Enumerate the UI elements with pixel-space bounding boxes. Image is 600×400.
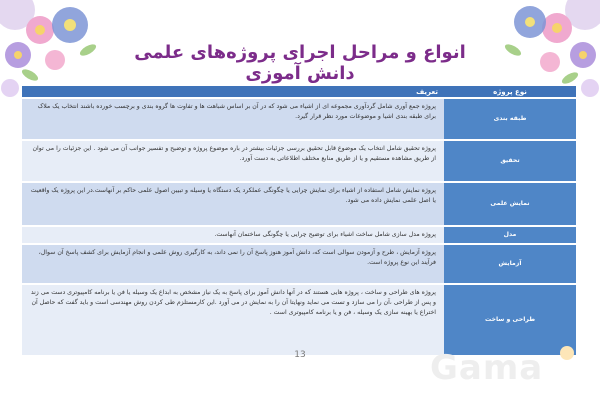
project-type-cell: طراحی و ساخت [444, 285, 576, 355]
table-row [22, 285, 576, 355]
table-row [22, 245, 576, 283]
watermark-dot [560, 346, 574, 360]
project-type-cell: مدل [444, 227, 576, 243]
definition-cell: پروژه های طراحی و ساخت ، پروژه هایی هستند که در آنها دانش آموز برای پاسخ به یک نیاز مشخص به ابداع یک وسیله یا فن یا برنامه کامپیوتری دست می زند و پس از طراحی ،آن را می سازد و تست می نماید ونهایتا آن را به نمایش در می آورد .این کارمستلزم طی کردن روش مهندسی است و باید گفت که حاصل آن اختراع یا بهینه سازی یک وسیله ، فن و یا برنامه کامپیوتری است . [22, 285, 444, 355]
table-row [22, 183, 576, 225]
watermark-logo: Gama [430, 348, 544, 388]
definition-cell: پروژه جمع آوری شامل گردآوری مجموعه ای از اشیاء می شود که در آن بر اساس شباهت ها و تفاوت ها گروه بندی و برچسب خورده باشند انتخاب یک ملاک برای طبقه بندی اشیا و موضوعات مورد نظر قرار گیرد. [22, 99, 444, 139]
page-number: 13 [294, 350, 306, 360]
header-project-type: نوع پروژه [444, 86, 576, 97]
header-definition: تعریف [22, 86, 444, 97]
table-row [22, 227, 576, 243]
definition-cell: پروژه نمایش شامل استفاده از اشیاء برای نمایش چرایی یا چگونگی عملکرد یک دستگاه یا وسیله و تبیین اصول علمی حاکم بر آنهاست.در این پروژه یک واقعیت یا اصل علمی نمایش داده می شود. [22, 183, 444, 225]
project-types-table [22, 84, 576, 357]
project-type-cell: نمایش علمی [444, 183, 576, 225]
table-row [22, 141, 576, 181]
project-type-cell: آزمایش [444, 245, 576, 283]
definition-cell: پروژه آزمایش ، طرح و آزمودن سوالی است که، دانش آموز هنوز پاسخ آن را نمی داند، به کارگیری روش علمی و انجام آزمایش برای کشف پاسخ آن سوال، فرآیند این نوع پروژه است. [22, 245, 444, 283]
definition-cell: پروژه تحقیق شامل انتخاب یک موضوع قابل تحقیق بررسی جزئیات بیشتر در باره موضوع پروژه و توضیح و تفسیر جوانب آن می شود . این جزئیات را می توان از طریق مشاهده مستقیم و یا از طریق منابع مختلف اطلاعاتی به دست آورد. [22, 141, 444, 181]
page-title: انواع و مراحل اجرای پروژه‌های علمی دانش آموزی [134, 42, 466, 84]
project-type-cell: تحقیق [444, 141, 576, 181]
table-header-row [22, 86, 576, 97]
definition-cell: پروژه مدل سازی شامل ساخت اشیاء برای توضیح چرایی یا چگونگی ساختمان آنهاست. [22, 227, 444, 243]
project-type-cell: طبقه بندی [444, 99, 576, 139]
table-row [22, 99, 576, 139]
